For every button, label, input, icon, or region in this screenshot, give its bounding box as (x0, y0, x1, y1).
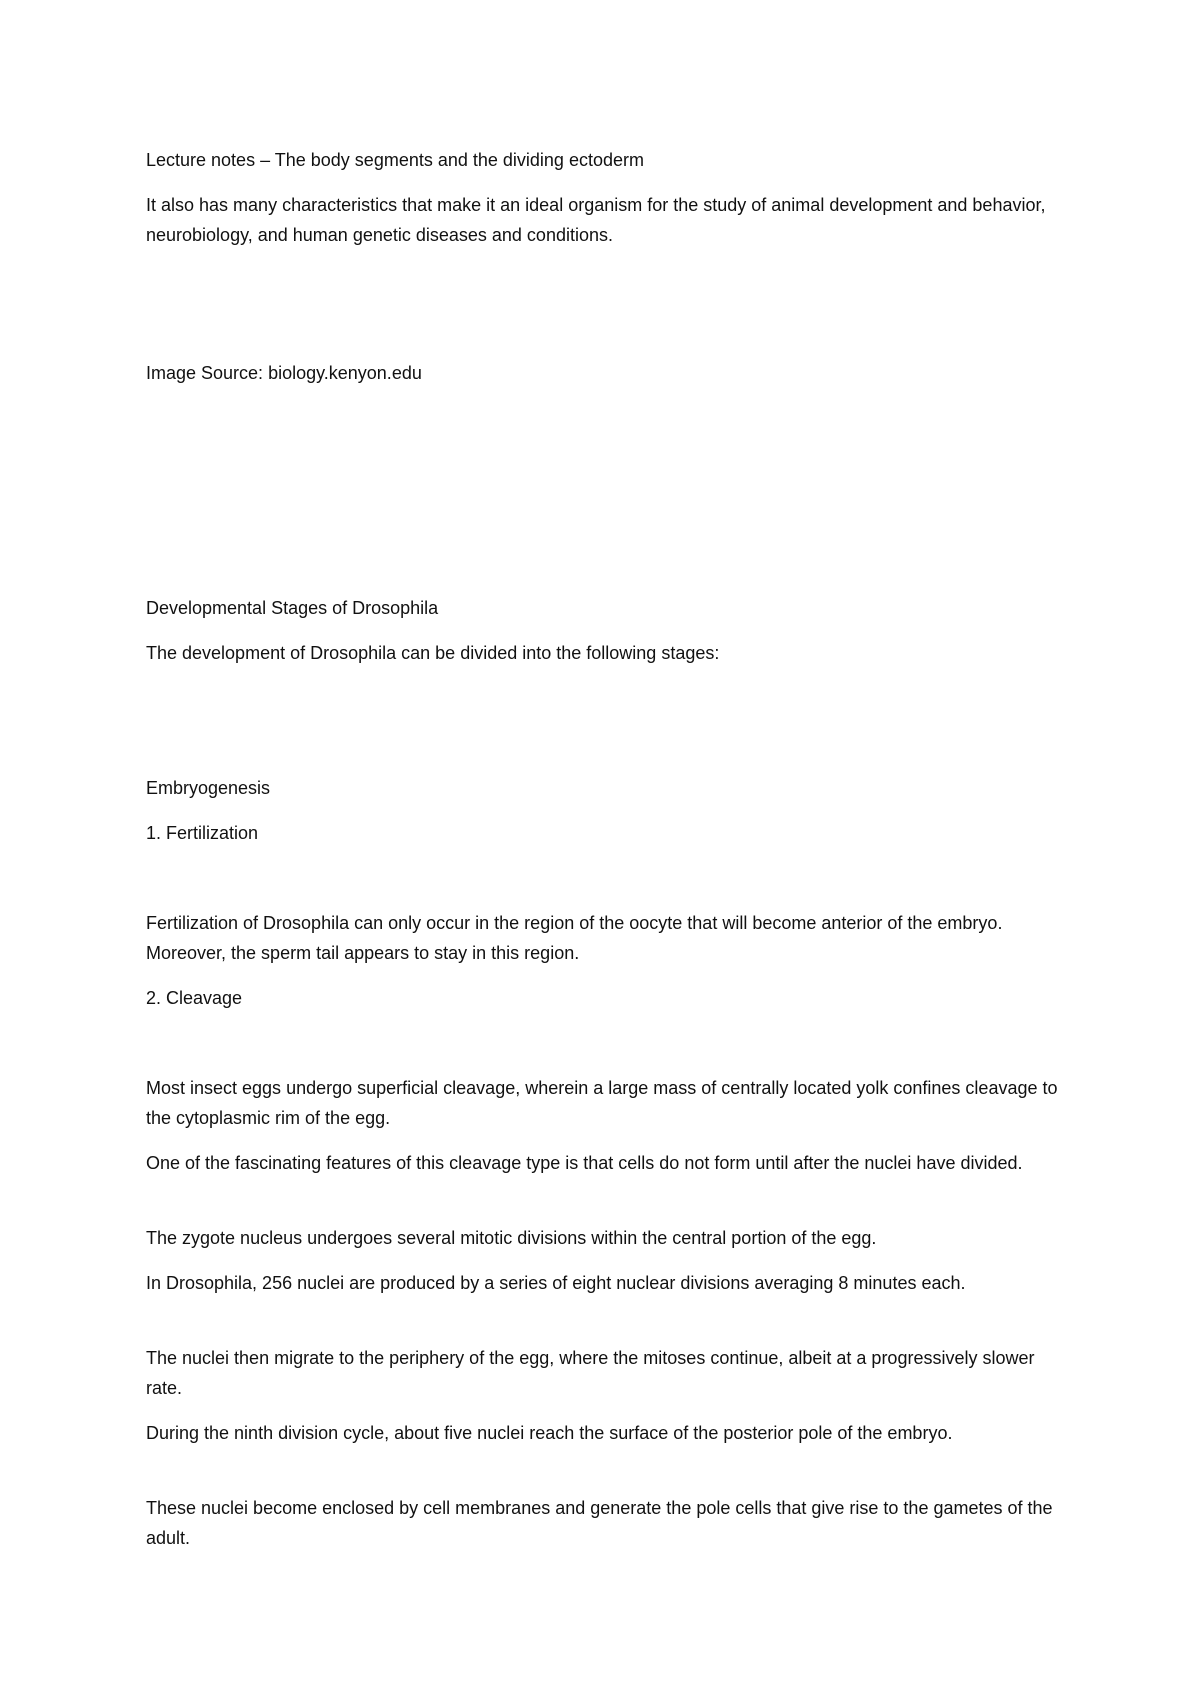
fertilization-heading: 1. Fertilization (146, 823, 259, 843)
image-source-caption: Image Source: biology.kenyon.edu (146, 363, 422, 383)
cleavage-paragraph: These nuclei become enclosed by cell membranes and generate the pole cells that give rise to the gametes of the adult. (146, 1498, 1053, 1548)
cleavage-paragraph: The nuclei then migrate to the periphery of the egg, where the mitoses continue, albeit at a progressively slower rate. (146, 1348, 1035, 1398)
stages-heading: Developmental Stages of Drosophila (146, 598, 439, 618)
cleavage-paragraph: During the ninth division cycle, about five nuclei reach the surface of the posterior pole of the embryo. (146, 1423, 953, 1443)
embryogenesis-heading: Embryogenesis (146, 778, 271, 798)
cleavage-paragraph: Most insect eggs undergo superficial cleavage, wherein a large mass of centrally located yolk confines cleavage to the cytoplasmic rim of the egg. (146, 1078, 1058, 1128)
intro-paragraph: It also has many characteristics that make it an ideal organism for the study of animal development and behavior, neurobiology, and human genetic diseases and conditions. (146, 195, 1046, 245)
cleavage-paragraph: In Drosophila, 256 nuclei are produced by a series of eight nuclear divisions averaging 8 minutes each. (146, 1273, 966, 1293)
fertilization-paragraph: Fertilization of Drosophila can only occur in the region of the oocyte that will become anterior of the embryo. Moreover, the sperm tail appears to stay in this region. (146, 913, 1003, 963)
document-title: Lecture notes – The body segments and the dividing ectoderm (146, 150, 644, 170)
stages-intro: The development of Drosophila can be divided into the following stages: (146, 643, 720, 663)
cleavage-paragraph: The zygote nucleus undergoes several mitotic divisions within the central portion of the egg. (146, 1228, 877, 1248)
cleavage-heading: 2. Cleavage (146, 988, 243, 1008)
cleavage-paragraph: One of the fascinating features of this cleavage type is that cells do not form until after the nuclei have divided. (146, 1153, 1023, 1173)
